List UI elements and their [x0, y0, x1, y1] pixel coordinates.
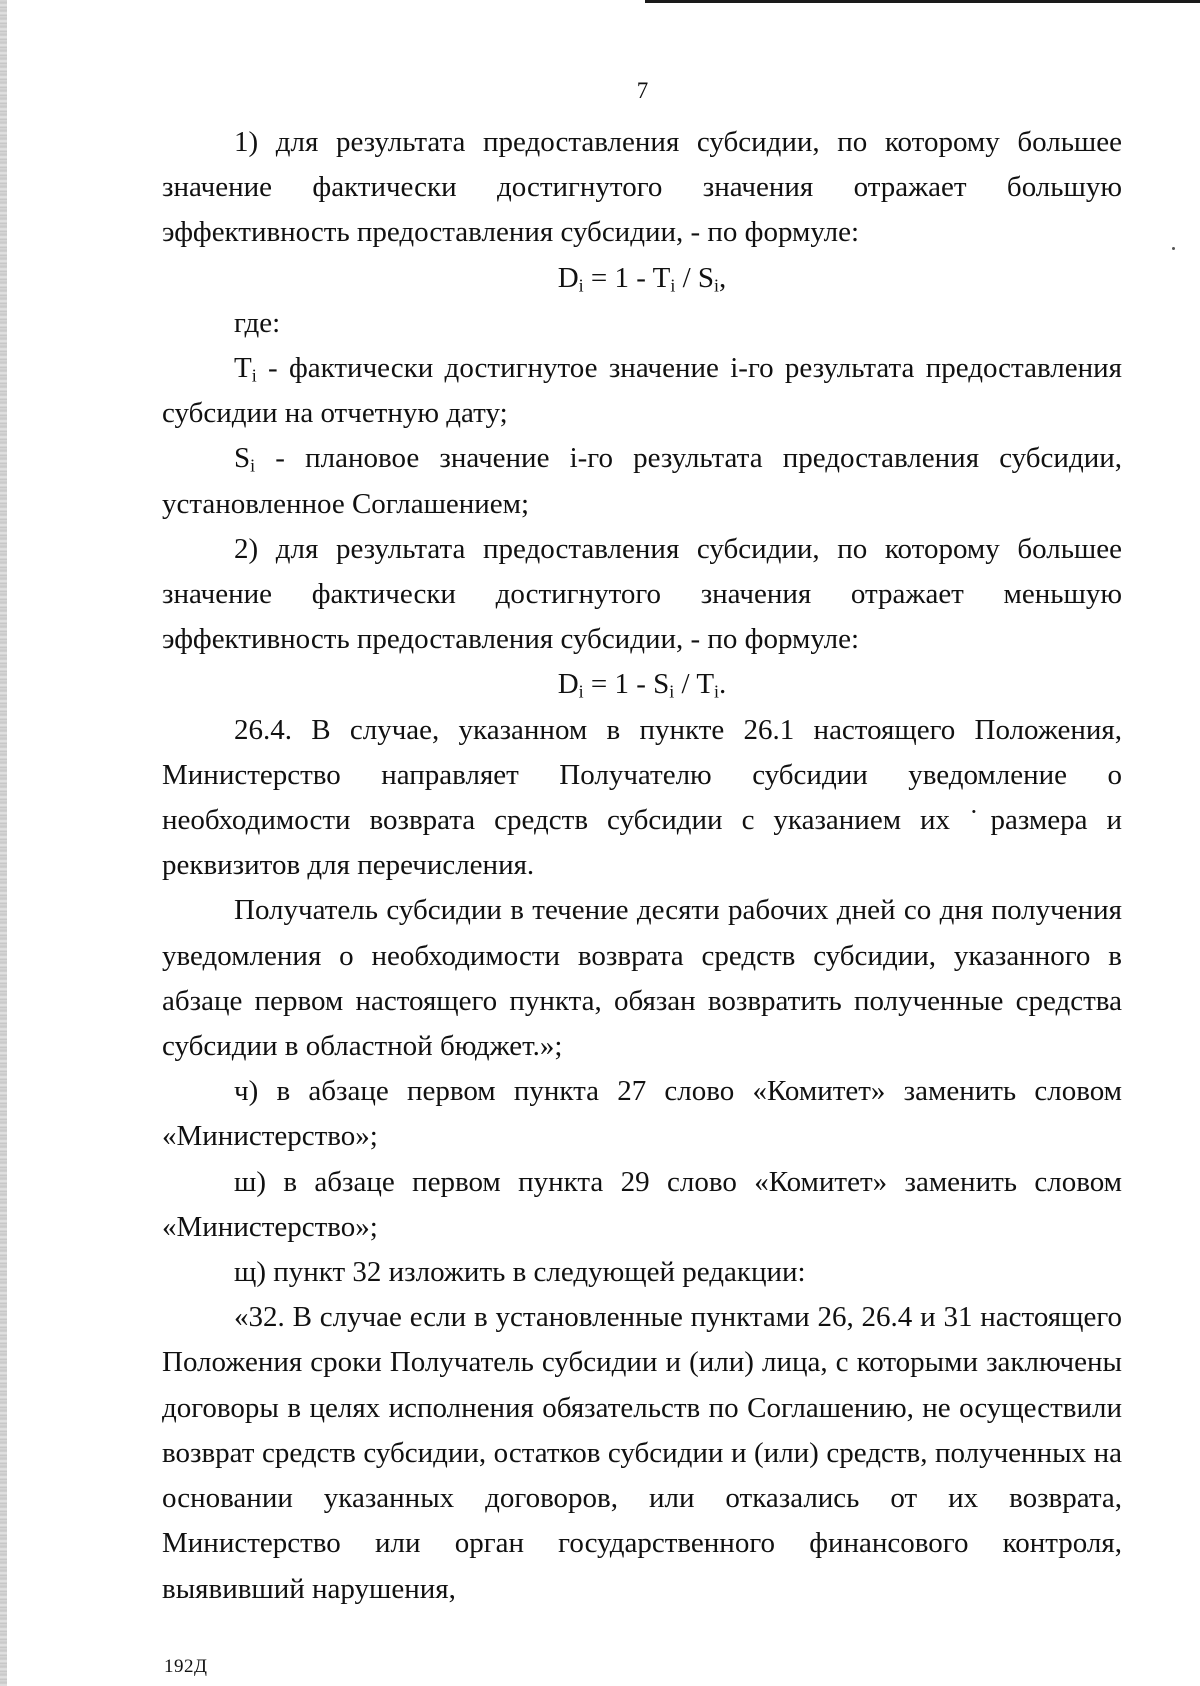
paragraph-where: где:: [234, 306, 281, 339]
paragraph-item-sh: ш) в абзаце первом пункта 29 слово «Комитет» заменить словом «Министерство»;: [162, 1165, 1122, 1243]
si-subscript: i: [250, 455, 256, 476]
formula-1-mid2: / S: [675, 261, 715, 294]
paragraph-item-2: 2) для результата предоставления субсидии, по которому большее значение фактически достигнутого значения отражает меньшую эффективность предоставления субсидии, - по формуле:: [162, 532, 1122, 656]
formula-1: [162, 256, 1122, 301]
formula-2-mid1: = 1 - S: [583, 668, 670, 701]
ti-subscript: i: [251, 365, 257, 386]
formula-2: [162, 662, 1122, 707]
formula-1-d-sub: i: [578, 275, 584, 296]
formula-2-mid2: / T: [674, 668, 715, 701]
formula-1-mid1: = 1 - T: [583, 261, 671, 294]
document-body: [162, 120, 1122, 1612]
formula-2-t-sub: i: [714, 681, 720, 702]
paragraph-si-definition: [162, 436, 1122, 526]
formula-1-d: D: [557, 261, 579, 294]
ti-text: - фактически достигнутое значение i-го результата предоставления субсидии на отчетную дату;: [162, 352, 1122, 430]
paragraph-26-4: 26.4. В случае, указанном в пункте 26.1 настоящего Положения, Министерство направляет Получателю субсидии уведомление о необходимости возврата средств субсидии с указанием их ˙размера и реквизитов для перечисления.: [162, 713, 1122, 882]
formula-2-d-sub: i: [578, 681, 584, 702]
formula-2-end: .: [719, 668, 727, 701]
document-code: 192Д: [164, 1656, 208, 1677]
paragraph-32: «32. В случае если в установленные пунктами 26, 26.4 и 31 настоящего Положения сроки Получатель субсидии и (или) лица, с которыми заключены договоры в целях исполнения обязательств по Соглашению, не осуществили возврат средств субсидии, остатков субсидии и (или) средств, полученных на основании указанных договоров, или отказались от их возврата, Министерство или орган государственного финансового контроля, выявивший нарушения,: [162, 1301, 1122, 1605]
formula-1-s-sub: i: [714, 275, 720, 296]
scan-speck: [1172, 247, 1175, 250]
formula-2-s-sub: i: [669, 681, 675, 702]
scan-edge-left: [0, 0, 7, 1686]
paragraph-item-ch: ч) в абзаце первом пункта 27 слово «Комитет» заменить словом «Министерство»;: [162, 1075, 1122, 1153]
paragraph-item-shch: щ) пункт 32 изложить в следующей редакции:: [234, 1256, 806, 1289]
si-symbol: S: [234, 442, 251, 475]
formula-1-t-sub: i: [670, 275, 676, 296]
formula-1-end: ,: [719, 261, 727, 294]
si-text: - плановое значение i-го результата предоставления субсидии, установленное Соглашением;: [162, 442, 1122, 520]
scan-edge-top: [645, 0, 1200, 3]
ti-symbol: T: [234, 352, 252, 385]
paragraph-recipient-obligation: Получатель субсидии в течение десяти рабочих дней со дня получения уведомления о необходимости возврата средств субсидии, указанного в абзаце первом настоящего пункта, обязан возвратить полученные средства субсидии в областной бюджет.»;: [162, 894, 1122, 1063]
formula-2-d: D: [557, 668, 579, 701]
page-number: 7: [636, 78, 649, 103]
paragraph-ti-definition: [162, 346, 1122, 436]
paragraph-item-1: 1) для результата предоставления субсидии, по которому большее значение фактически достигнутого значения отражает большую эффективность предоставления субсидии, - по формуле:: [162, 126, 1122, 249]
